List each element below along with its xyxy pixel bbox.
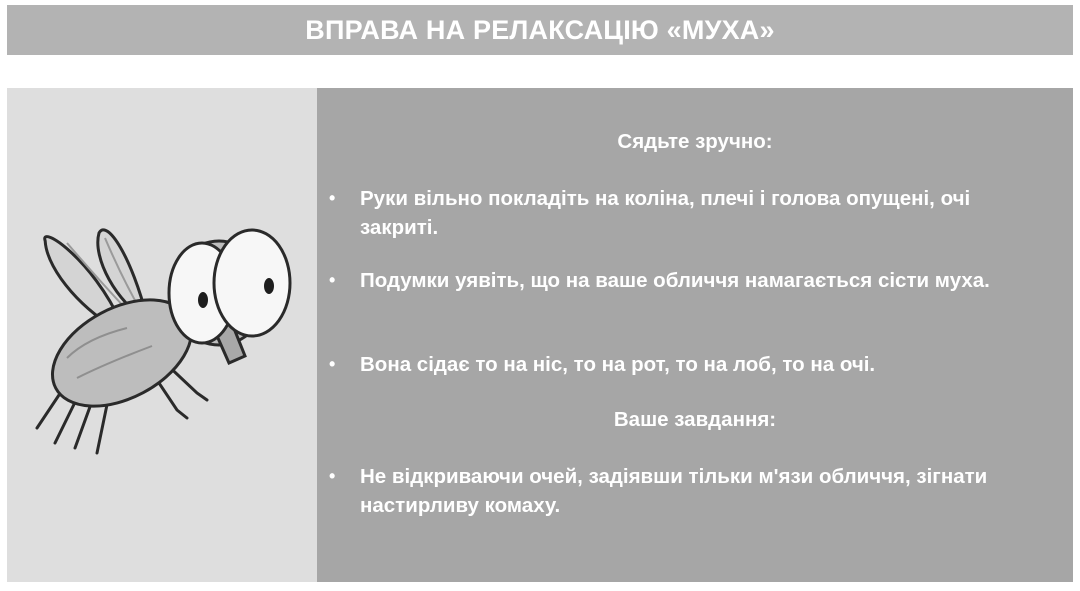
list-item-text: Не відкриваючи очей, задіявши тільки м'язи обличчя, зігнати настирливу комаху. bbox=[360, 465, 988, 517]
list-item-text: Подумки уявіть, що на ваше обличчя намагається сісти муха. bbox=[360, 269, 990, 292]
list-item bbox=[329, 184, 1049, 242]
list-item bbox=[329, 462, 1049, 520]
illustration-panel bbox=[7, 88, 317, 582]
list-item-text: Вона сідає то на ніс, то на рот, то на лоб, то на очі. bbox=[360, 353, 876, 376]
bullet-dot: • bbox=[329, 466, 336, 486]
bullet-dot: • bbox=[329, 270, 336, 290]
instructions-panel bbox=[317, 88, 1073, 582]
bullet-dot: • bbox=[329, 188, 336, 208]
page-title: ВПРАВА НА РЕЛАКСАЦІЮ «МУХА» bbox=[305, 14, 775, 45]
list-item-text: Руки вільно покладіть на коліна, плечі і голова опущені, очі закриті. bbox=[360, 187, 971, 239]
fly-icon bbox=[7, 88, 317, 582]
heading-sit: Сядьте зручно: bbox=[617, 130, 773, 153]
heading-task: Ваше завдання: bbox=[613, 408, 777, 431]
list-item bbox=[329, 266, 1049, 295]
list-item bbox=[329, 350, 1049, 379]
bullet-dot: • bbox=[329, 354, 336, 374]
title-bar bbox=[7, 5, 1073, 55]
